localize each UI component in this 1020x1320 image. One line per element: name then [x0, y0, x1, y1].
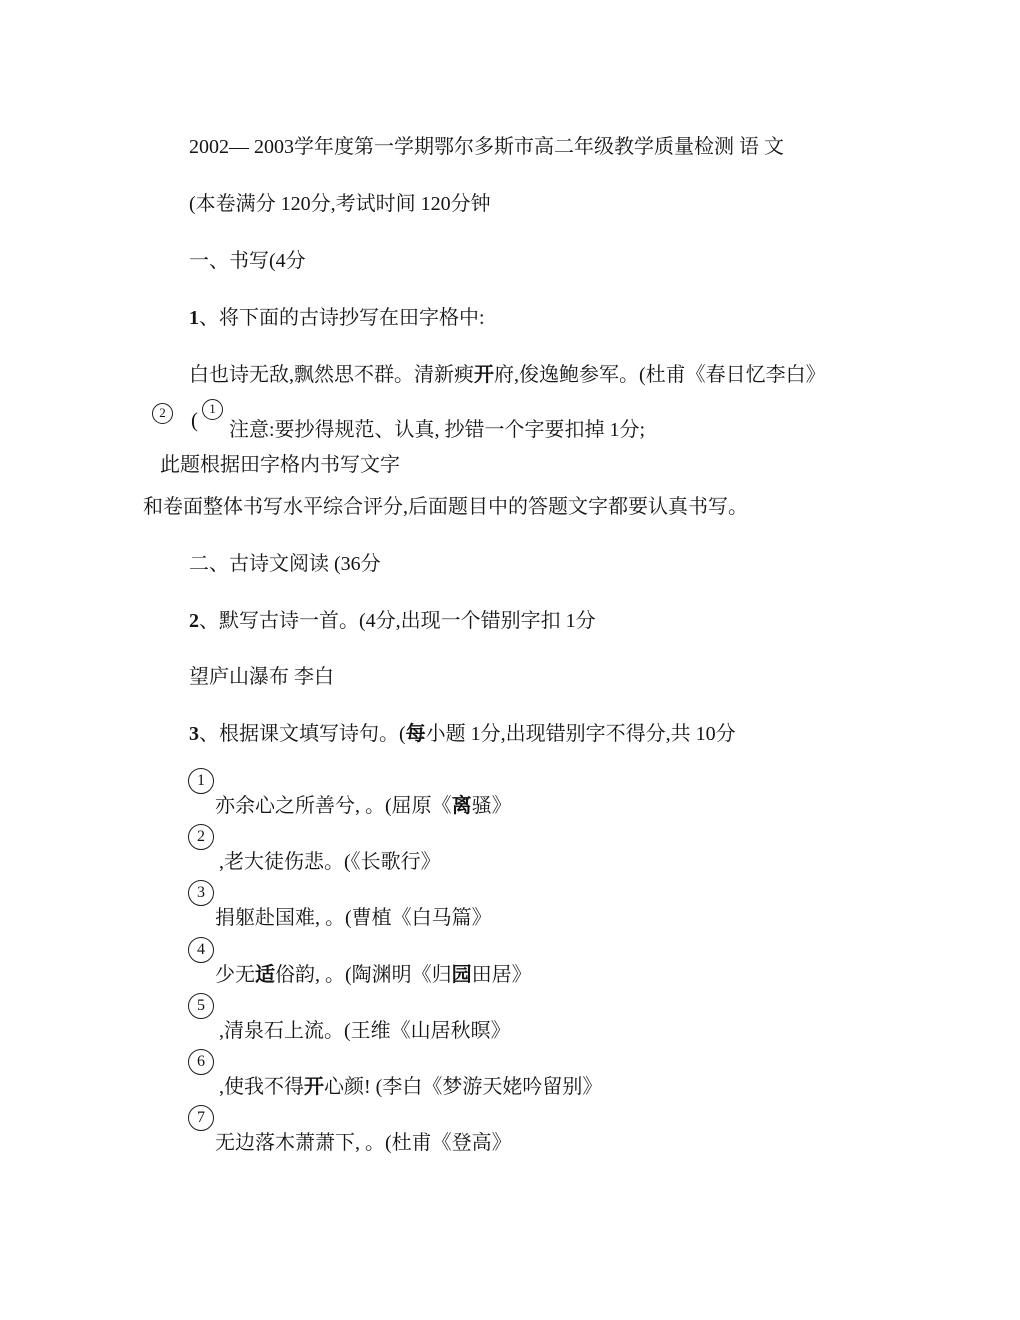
section-1-heading: 一、书写(4分	[189, 250, 306, 272]
circled-number-1-icon: 1	[188, 768, 214, 794]
fill-item-4-seg-bold: 园	[451, 964, 472, 986]
question-2	[189, 608, 596, 634]
question-3-number: 3	[189, 723, 199, 745]
question-3-post: 小题 1分,出现错别字不得分,共 10分	[425, 723, 736, 745]
note-continued-1: 此题根据田字格内书写文字	[160, 454, 400, 476]
circled-number-7-icon: 7	[188, 1105, 214, 1131]
circled-number-2-icon: 2	[152, 403, 173, 424]
fill-item-5-text	[219, 1014, 511, 1043]
question-1-number: 1	[189, 307, 199, 329]
fill-item-2-seg: ,老大徒伤悲。(《长歌行》	[219, 851, 441, 873]
fill-item-6-seg: 心颜! (李白《梦游天姥吟留别》	[324, 1076, 603, 1098]
poem-line-pre: 白也诗无敌,飘然思不群。清新瘐	[189, 364, 474, 386]
question-2-text: 、默写古诗一首。(4分,出现一个错别字扣 1分	[199, 610, 596, 632]
fill-item-4-seg-bold: 适	[255, 964, 275, 986]
circled-number-1-icon: 1	[202, 399, 223, 420]
poem-title: 望庐山瀑布 李白	[189, 666, 334, 688]
note-continued-2: 和卷面整体书写水平综合评分,后面题目中的答题文字都要认真书写。	[143, 496, 748, 518]
fill-item-4-seg: 田居》	[471, 964, 532, 986]
circled-number-3-icon: 3	[188, 880, 214, 906]
circled-number-4-icon: 4	[188, 937, 214, 963]
fill-item-3-seg: 捐躯赴国难, 。(曹植《白马篇》	[215, 907, 492, 929]
fill-item-4-seg: 俗韵, 。(陶渊明《归	[275, 964, 452, 986]
fill-item-1-seg-bold: 离	[451, 795, 472, 817]
question-1	[189, 305, 485, 331]
poem-line	[189, 362, 826, 388]
fill-item-1-seg: 骚》	[471, 795, 512, 817]
fill-item-7-text	[215, 1126, 512, 1155]
fill-item-4-text	[215, 958, 532, 987]
open-paren: (	[191, 408, 198, 432]
fill-item-3-text	[215, 901, 492, 930]
section-2-heading: 二、古诗文阅读 (36分	[189, 553, 381, 575]
poem-line-bold: 开	[474, 364, 494, 386]
exam-title	[189, 134, 784, 160]
exam-title-text: 学年度第一学期鄂尔多斯市高二年级教学质量检测 语 文	[294, 136, 784, 158]
note-text: 注意:要抄得规范、认真, 抄错一个字要扣掉 1分;	[229, 419, 646, 441]
question-3	[189, 721, 736, 747]
question-3-pre: 、根据课文填写诗句。(	[199, 723, 406, 745]
fill-item-6-text	[219, 1070, 602, 1099]
question-3-bold: 每	[405, 723, 426, 745]
exam-info: (本卷满分 120分,考试时间 120分钟	[189, 193, 491, 215]
fill-item-6-seg-bold: 开	[304, 1076, 324, 1098]
fill-item-7-seg: 无边落木萧萧下, 。(杜甫《登高》	[215, 1132, 512, 1154]
fill-item-5-seg: ,清泉石上流。(王维《山居秋暝》	[219, 1020, 511, 1042]
poem-line-post: 府,俊逸鲍参军。(杜甫《春日忆李白》	[494, 364, 826, 386]
question-1-text: 、将下面的古诗抄写在田字格中:	[199, 307, 485, 329]
fill-item-1-seg: 亦余心之所善兮, 。(屈原《	[215, 795, 452, 817]
fill-item-6-seg: ,使我不得	[219, 1076, 304, 1098]
fill-item-4-seg: 少无	[215, 964, 255, 986]
circled-number-6-icon: 6	[188, 1049, 214, 1075]
fill-item-1-text	[215, 789, 512, 818]
circled-number-5-icon: 5	[188, 993, 214, 1019]
question-2-number: 2	[189, 610, 199, 632]
circled-number-2-icon: 2	[188, 824, 214, 850]
fill-item-2-text	[219, 845, 441, 874]
exam-title-year: 2002— 2003	[189, 136, 294, 158]
